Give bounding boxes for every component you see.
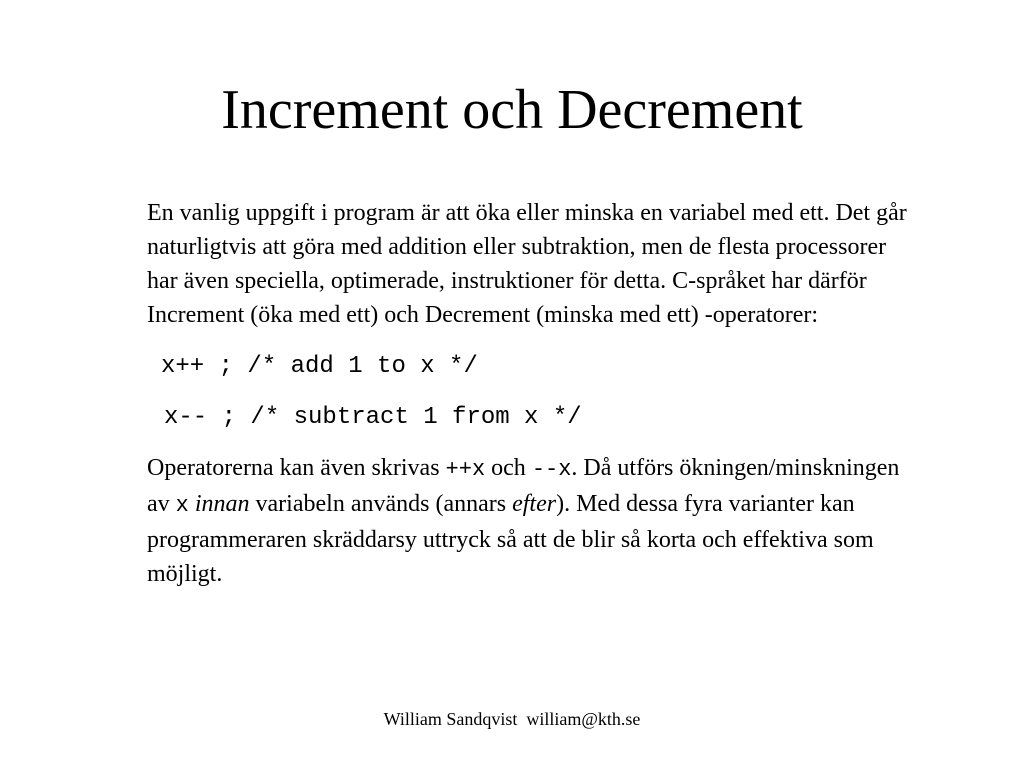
second-paragraph-text-5: ). Med dessa fyra varianter kan programmeraren skräddarsy uttryck så att de blir så korta och effektiva som möjligt.: [147, 491, 874, 587]
slide-body: [147, 196, 917, 591]
footer-author: William Sandqvist william@kth.se: [383, 709, 641, 729]
second-paragraph-text-1: Operatorerna kan även skrivas: [147, 455, 446, 481]
second-paragraph-text-2: och: [485, 455, 532, 481]
code-variable-x: x: [175, 493, 189, 518]
slide-title: Increment och Decrement: [221, 79, 803, 141]
intro-paragraph: En vanlig uppgift i program är att öka eller minska en variabel med ett. Det går naturligtvis att göra med addition eller subtraktion, men de flesta processorer har även speciella, optimerade, instruktioner för detta. C-språket har därför Increment (öka med ett) och Decrement (minska med ett) -operatorer:: [147, 200, 907, 328]
code-line-increment: x++ ; /* add 1 to x */: [161, 353, 478, 380]
second-paragraph-text-4: variabeln används (annars: [249, 491, 513, 517]
code-pre-decrement: --x: [531, 457, 572, 482]
code-pre-increment: ++x: [445, 457, 486, 482]
emphasis-innan: innan: [194, 491, 250, 517]
second-paragraph-text-3: . Då utförs ökningen/minskningen av: [147, 455, 900, 517]
emphasis-efter: efter: [512, 491, 557, 517]
code-line-decrement: x-- ; /* subtract 1 from x */: [164, 404, 582, 431]
second-paragraph: [147, 451, 917, 591]
